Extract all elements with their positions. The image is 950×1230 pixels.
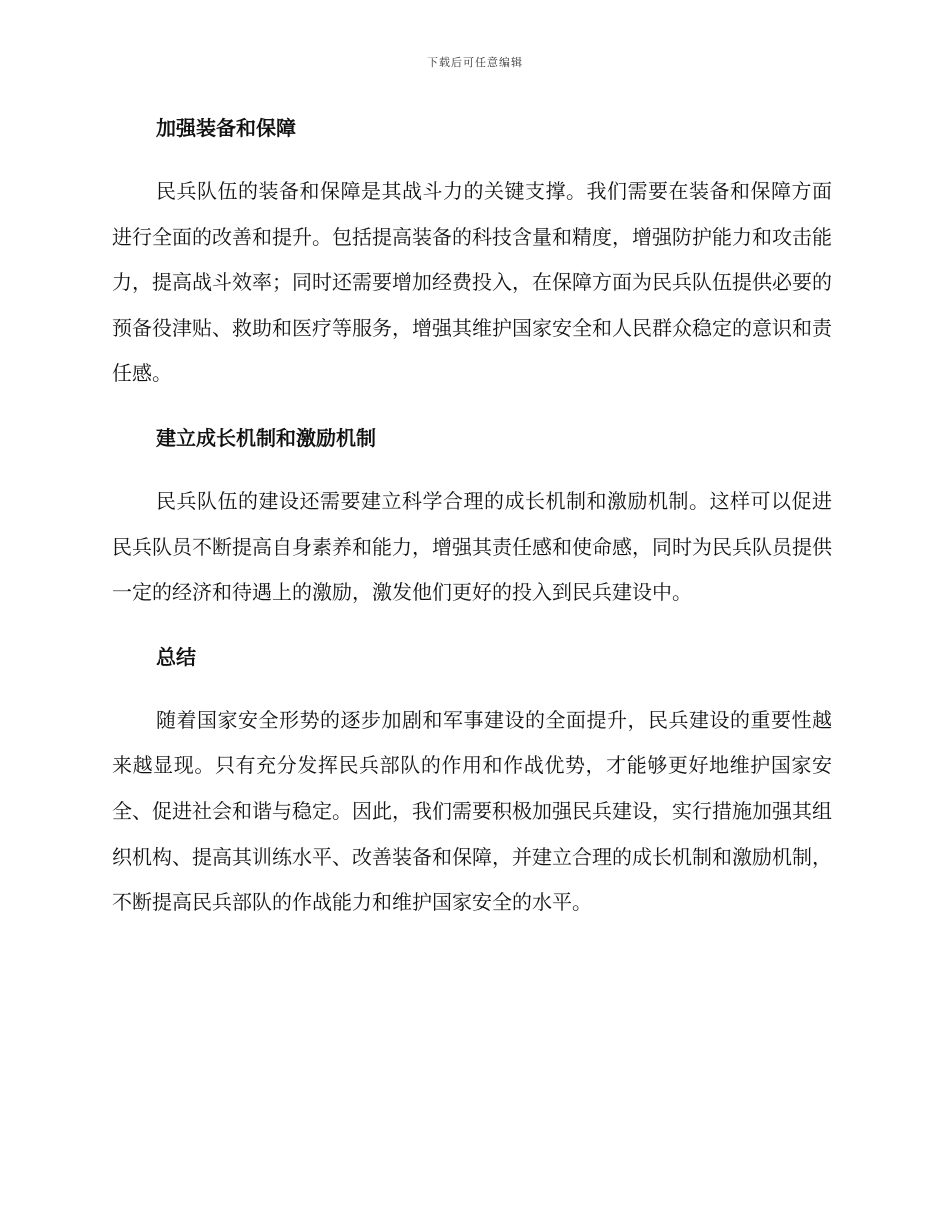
- section-paragraph: 随着国家安全形势的逐步加剧和军事建设的全面提升，民兵建设的重要性越来越显现。只有充分发挥民兵部队的作用和作战优势，才能够更好地维护国家安全、促进社会和谐与稳定。因此，我们需要积极加强民兵建设，实行措施加强其组织机构、提高其训练水平、改善装备和保障，并建立合理的成长机制和激励机制，不断提高民兵部队的作战能力和维护国家安全的水平。: [112, 707, 832, 915]
- section-paragraph: 民兵队伍的建设还需要建立科学合理的成长机制和激励机制。这样可以促进民兵队员不断提高自身素养和能力，增强其责任感和使命感，同时为民兵队员提供一定的经济和待遇上的激励，激发他们更好的投入到民兵建设中。: [112, 488, 832, 605]
- section-heading: 总结: [156, 644, 196, 669]
- page-header-note: 下载后可任意编辑: [427, 56, 523, 69]
- document-body: [112, 112, 832, 926]
- spacer: [112, 397, 832, 422]
- section-paragraph: 民兵队伍的装备和保障是其战斗力的关键支撑。我们需要在装备和保障方面进行全面的改善和提升。包括提高装备的科技含量和精度，增强防护能力和攻击能力，提高战斗效率；同时还需要增加经费投入，在保障方面为民兵队伍提供必要的预备役津贴、救助和医疗等服务，增强其维护国家安全和人民群众稳定的意识和责任感。: [112, 179, 832, 386]
- section-heading: 建立成长机制和激励机制: [156, 425, 376, 450]
- spacer: [112, 673, 832, 698]
- section-heading: 加强装备和保障: [156, 116, 296, 140]
- spacer: [112, 454, 832, 479]
- spacer: [112, 144, 832, 169]
- spacer: [112, 616, 832, 641]
